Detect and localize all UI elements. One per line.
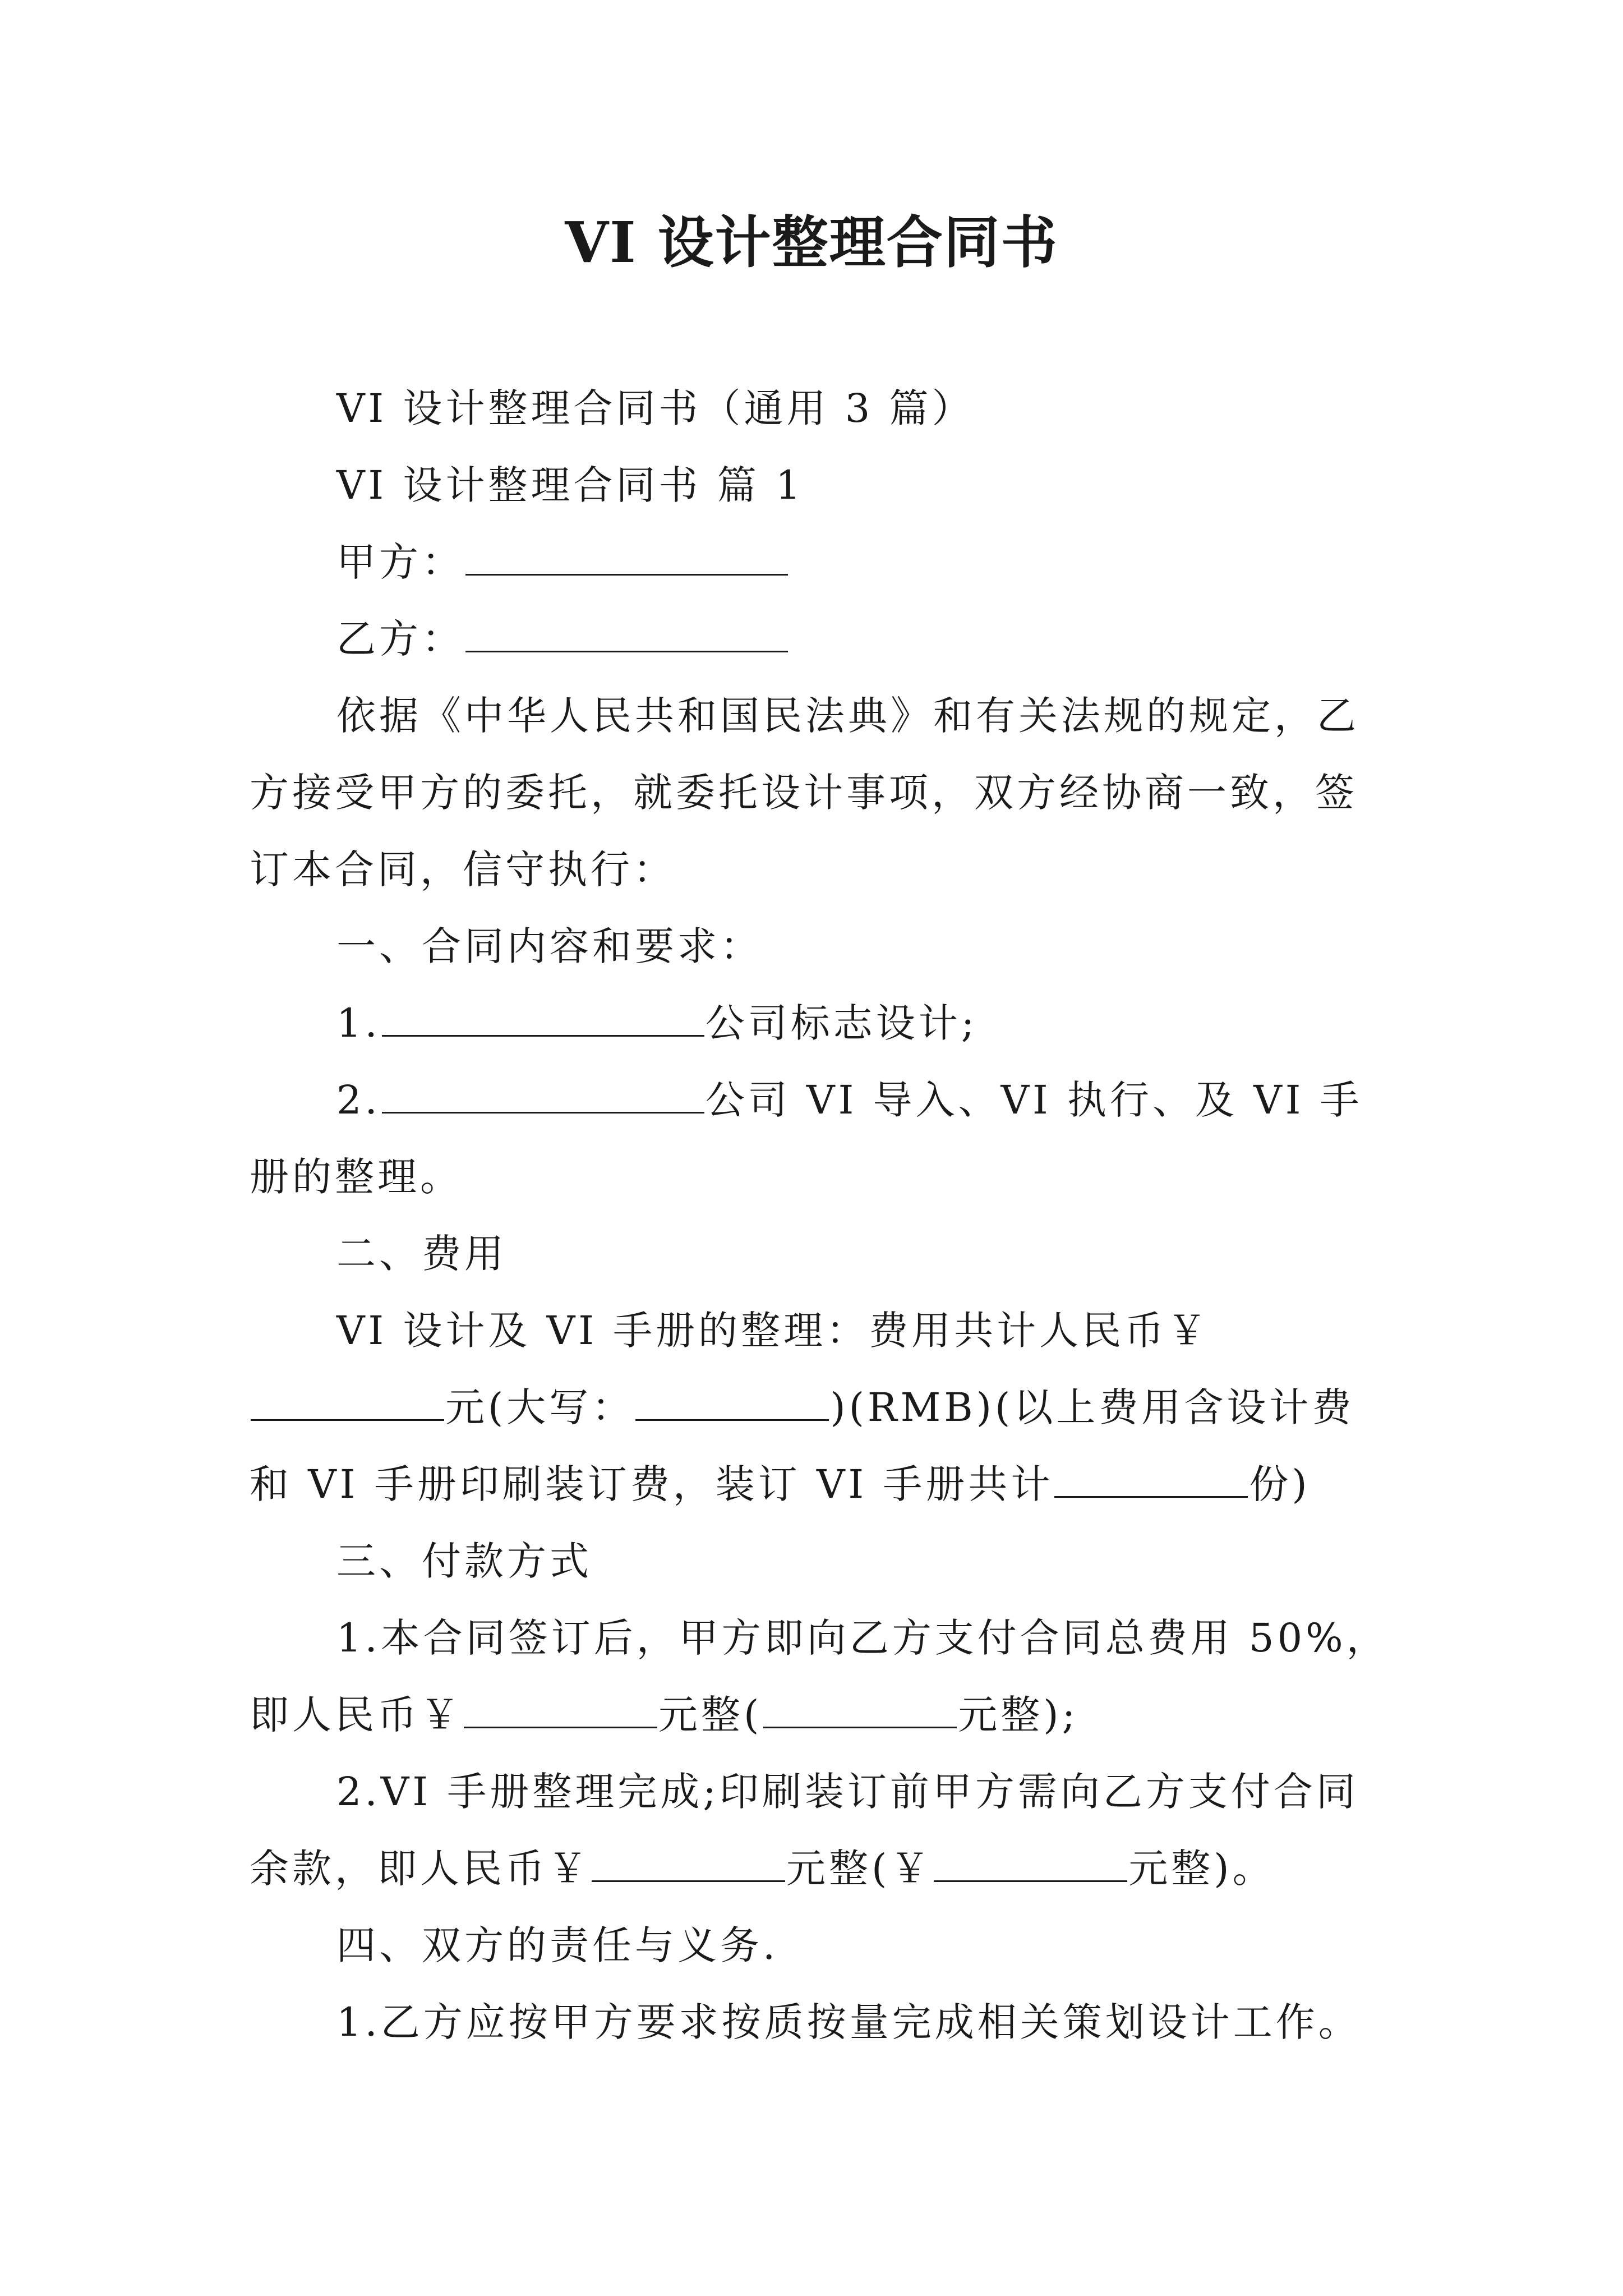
party-a-line <box>250 524 1394 601</box>
party-a-blank <box>465 542 788 576</box>
item-2-prefix: 2. <box>336 1077 381 1123</box>
section-3-heading: 三、付款方式 <box>336 1538 592 1584</box>
fee-amount-blank <box>251 1388 444 1421</box>
item-2-text: 公司 VI 导入、VI 执行、及 VI 手册的整理。 <box>250 1077 1363 1200</box>
pay-2-text-1: 2.VI 手册整理完成;印刷装订前甲方需向乙方支付合同余款，即人民币￥ <box>250 1769 1359 1892</box>
document-title: VI 设计整理合同书 <box>565 209 1058 275</box>
item-1-text: 公司标志设计; <box>705 1000 978 1046</box>
fee-text-2: 元(大写： <box>445 1384 635 1430</box>
pay-2-text-2: 元整(￥ <box>786 1846 933 1892</box>
section-1-item-1 <box>250 985 1394 1062</box>
fee-paragraph <box>250 1292 1394 1523</box>
subtitle: VI 设计整理合同书（通用 3 篇） <box>336 385 975 431</box>
pay-1-uppercase-blank <box>763 1695 957 1728</box>
pay-1-amount-blank <box>464 1695 657 1728</box>
pay-1-text-3: 元整); <box>958 1692 1079 1738</box>
fee-text-4: 份) <box>1249 1461 1311 1507</box>
section-4-heading: 四、双方的责任与义务. <box>336 1922 779 1968</box>
duty-item-1: 1.乙方应按甲方要求按质按量完成相关策划设计工作。 <box>336 1999 1361 2045</box>
item-2-blank <box>382 1080 704 1114</box>
party-b-line <box>250 601 1394 678</box>
fee-text-3: )(RMB)(以上费用含设计费和 VI 手册印刷装订费，装订 VI 手册共计 <box>250 1384 1355 1507</box>
item-1-prefix: 1. <box>336 1000 381 1046</box>
section-1-heading: 一、合同内容和要求： <box>336 923 763 969</box>
payment-item-2 <box>250 1754 1394 1907</box>
item-1-blank <box>382 1004 704 1037</box>
pay-1-text-1: 1.本合同签订后，甲方即向乙方支付合同总费用 50%，即人民币￥ <box>250 1615 1389 1738</box>
pay-2-amount-blank <box>592 1849 785 1882</box>
pay-1-text-2: 元整( <box>658 1692 763 1738</box>
payment-item-1 <box>250 1600 1394 1754</box>
fee-text-1: VI 设计及 VI 手册的整理：费用共计人民币￥ <box>336 1308 1210 1354</box>
document-body <box>250 370 1394 2061</box>
copies-blank <box>1054 1465 1248 1498</box>
fee-uppercase-blank <box>635 1388 829 1421</box>
part-heading: VI 设计整理合同书 篇 1 <box>336 462 804 508</box>
party-b-label: 乙方： <box>336 616 464 662</box>
section-2-heading: 二、费用 <box>336 1231 507 1277</box>
preamble: 依据《中华人民共和国民法典》和有关法规的规定，乙方接受甲方的委托，就委托设计事项，双方经协商一致，签订本合同，信守执行： <box>250 693 1359 892</box>
party-b-blank <box>465 619 788 652</box>
pay-2-uppercase-blank <box>934 1849 1127 1882</box>
pay-2-text-3: 元整)。 <box>1128 1846 1275 1892</box>
section-1-item-2 <box>250 1062 1394 1216</box>
party-a-label: 甲方： <box>336 539 464 585</box>
